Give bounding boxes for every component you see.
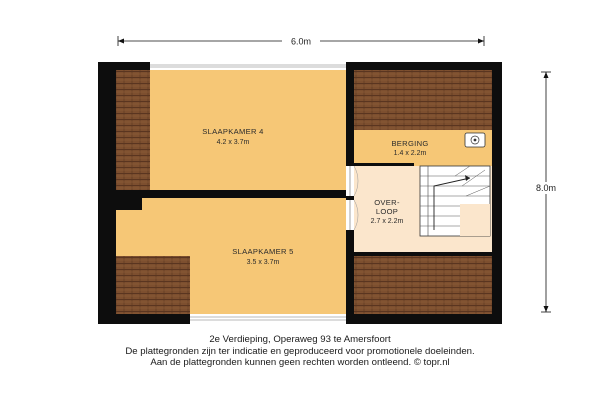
caption-rights: Aan de plattegronden kunnen geen rechten worden ontleend. © topr.nl bbox=[150, 357, 450, 368]
room-name-line1: OVER- bbox=[374, 198, 400, 207]
room-name-line2: LOOP bbox=[375, 207, 399, 216]
interior-wall bbox=[346, 62, 354, 166]
room-size: 4.2 x 3.7m bbox=[216, 139, 250, 146]
roof-slope bbox=[354, 256, 492, 314]
caption-disclaimer: De plattegronden zijn ter indicatie en geproduceerd voor promotionele doeleinden. bbox=[125, 345, 475, 357]
room-size: 1.4 x 2.2m bbox=[393, 150, 427, 157]
interior-wall bbox=[112, 198, 142, 210]
height-dimension bbox=[530, 72, 564, 312]
window-icon bbox=[150, 62, 346, 70]
boiler-icon bbox=[465, 133, 485, 147]
room-size: 2.7 x 2.2m bbox=[370, 218, 404, 225]
height-label: 8.0m bbox=[535, 183, 557, 193]
interior-wall bbox=[346, 230, 354, 324]
window-icon bbox=[190, 314, 346, 324]
width-dimension bbox=[118, 35, 484, 47]
room-name: BERGING bbox=[391, 139, 429, 148]
interior-wall bbox=[98, 190, 346, 198]
room-name: SLAAPKAMER 4 bbox=[202, 127, 264, 136]
interior-wall bbox=[354, 252, 492, 256]
room-name: SLAAPKAMER 5 bbox=[232, 247, 294, 256]
roof-slope bbox=[116, 256, 190, 314]
room-size: 3.5 x 3.7m bbox=[246, 259, 280, 266]
width-label: 6.0m bbox=[290, 36, 312, 47]
interior-wall bbox=[354, 163, 414, 166]
roof-slope bbox=[116, 70, 150, 190]
staircase-icon bbox=[420, 166, 490, 236]
caption-title: 2e Verdieping, Operaweg 93 te Amersfoort bbox=[209, 334, 391, 345]
roof-slope bbox=[354, 70, 492, 130]
